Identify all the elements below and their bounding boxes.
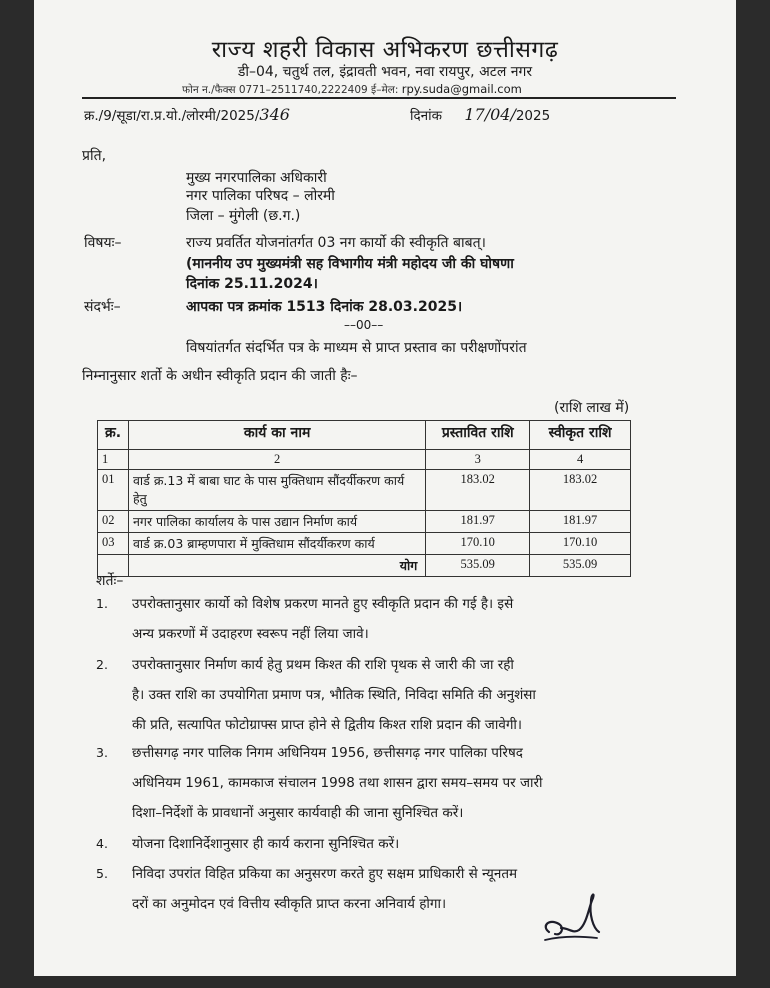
column-number: 2 [128, 450, 425, 470]
condition-line: दिशा–निर्देशों के प्रावधानों अनुसार कार्यवाही की जाना सुनिश्चित करें। [132, 805, 464, 821]
recipient-label: प्रति, [82, 148, 107, 164]
table-row [98, 511, 631, 533]
condition-line: दरों का अनुमोदन एवं वित्तीय स्वीकृति प्राप्त करना अनिवार्य होगा। [132, 896, 447, 912]
separator: ––00–– [344, 318, 384, 332]
body-text-line: निम्नानुसार शर्तो के अधीन स्वीकृति प्रदान की जाती हैः– [82, 368, 358, 384]
office-contact [182, 82, 522, 97]
total-proposed: 535.09 [426, 555, 530, 577]
column-number: 1 [98, 450, 129, 470]
table-header-row [98, 421, 631, 450]
reference-letter-label: संदर्भः– [84, 299, 121, 315]
works-table [97, 420, 631, 577]
work-name: वार्ड क्र.03 ब्राम्हणपारा में मुक्तिधाम सौंदर्यीकरण कार्य [128, 533, 425, 555]
contact-numbers: फोन न./फैक्स 0771–2511740,2222409 ई–मेल: [182, 84, 399, 96]
condition-line: है। उक्त राशि का उपयोगिता प्रमाण पत्र, भौतिक स्थिति, निविदा समिति की अनुशंसा [132, 687, 536, 703]
condition-line: उपरोक्तानुसार निर्माण कार्य हेतु प्रथम किश्त की राशि पृथक से जारी की जा रही [132, 657, 514, 673]
condition-item [132, 650, 536, 740]
serial-number: 03 [98, 533, 129, 555]
condition-line: छत्तीसगढ़ नगर पालिक निगम अधिनियम 1956, छत्तीसगढ़ नगर पालिका परिषद [132, 745, 523, 761]
date-handwritten: 17/04/ [464, 105, 516, 124]
condition-line: अधिनियम 1961, कामकाज संचालन 1998 तथा शासन द्वारा समय–समय पर जारी [132, 775, 543, 791]
office-title: राज्य शहरी विकास अभिकरण छत्तीसगढ़ [211, 37, 559, 63]
column-number: 3 [426, 450, 530, 470]
condition-item [132, 859, 517, 919]
recipient-line: नगर पालिका परिषद – लोरमी [186, 188, 335, 204]
column-header: प्रस्तावित राशि [426, 421, 530, 450]
reference-number [84, 105, 290, 124]
signature-mark [539, 888, 609, 948]
date-label: दिनांक [410, 108, 443, 124]
approved-amount: 170.10 [530, 533, 631, 555]
reference-handwritten-number: 346 [259, 105, 290, 124]
condition-item [132, 738, 543, 828]
proposed-amount: 170.10 [426, 533, 530, 555]
condition-line: उपरोक्तानुसार कार्यो को विशेष प्रकरण मानते हुए स्वीकृति प्रदान की गई है। इसे [132, 596, 514, 612]
condition-number: 1. [96, 596, 108, 611]
recipient-line: जिला – मुंगेली (छ.ग.) [186, 208, 301, 224]
condition-line: योजना दिशानिर्देशानुसार ही कार्य कराना सुनिश्चित करें। [132, 836, 400, 852]
table-row [98, 533, 631, 555]
subject-line: (माननीय उप मुख्यमंत्री सह विभागीय मंत्री महोदय जी की घोषणा [186, 256, 514, 272]
total-label: योग [128, 555, 425, 577]
reference-prefix: क्र./9/सूडा/रा.प्र.यो./लोरमी/2025/ [84, 108, 260, 124]
subject-line: दिनांक 25.11.2024। [186, 276, 318, 292]
serial-number: 01 [98, 470, 129, 511]
unit-note: (राशि लाख में) [554, 400, 630, 416]
approved-amount: 183.02 [530, 470, 631, 511]
proposed-amount: 183.02 [426, 470, 530, 511]
total-row [98, 555, 631, 577]
condition-item [132, 589, 513, 649]
condition-line: की प्रति, सत्यापित फोटोग्राफ्स प्राप्त होने से द्वितीय किश्त राशि प्रदान की जावेगी। [132, 717, 523, 733]
proposed-amount: 181.97 [426, 511, 530, 533]
approved-amount: 181.97 [530, 511, 631, 533]
column-number-row [98, 450, 631, 470]
conditions-label: शर्तेः– [96, 573, 124, 589]
document-page [34, 0, 736, 976]
recipient-line: मुख्य नगरपालिका अधिकारी [186, 170, 327, 186]
condition-line: अन्य प्रकरणों में उदाहरण स्वरूप नहीं लिया जावे। [132, 626, 369, 642]
subject-label: विषयः– [84, 235, 122, 251]
condition-item [132, 829, 399, 859]
column-header: क्र. [98, 421, 129, 450]
condition-number: 2. [96, 657, 108, 672]
date-year: 2025 [515, 108, 551, 124]
header-divider [82, 97, 676, 99]
column-number: 4 [530, 450, 631, 470]
column-header: स्वीकृत राशि [530, 421, 631, 450]
body-text-line: विषयांतर्गत संदर्भित पत्र के माध्यम से प्राप्त प्रस्ताव का परीक्षणोंपरांत [186, 340, 527, 356]
work-name: नगर पालिका कार्यालय के पास उद्यान निर्माण कार्य [128, 511, 425, 533]
serial-number: 02 [98, 511, 129, 533]
table-row [98, 470, 631, 511]
condition-number: 5. [96, 866, 108, 881]
column-header: कार्य का नाम [128, 421, 425, 450]
subject-line: राज्य प्रवर्तित योजनांतर्गत 03 नग कार्यो की स्वीकृति बाबत्। [186, 235, 486, 251]
condition-number: 3. [96, 745, 108, 760]
condition-number: 4. [96, 836, 108, 851]
contact-email: rpy.suda@gmail.com [401, 82, 522, 96]
reference-letter-text: आपका पत्र क्रमांक 1513 दिनांक 28.03.2025। [186, 299, 463, 315]
reference-date [410, 105, 550, 124]
condition-line: निविदा उपरांत विहित प्रकिया का अनुसरण करते हुए सक्षम प्राधिकारी से न्यूनतम [132, 866, 518, 882]
work-name: वार्ड क्र.13 में बाबा घाट के पास मुक्तिधाम सौंदर्यीकरण कार्य हेतु [128, 470, 425, 511]
total-approved: 535.09 [530, 555, 631, 577]
office-address: डी–04, चतुर्थ तल, इंद्रावती भवन, नवा रायपुर, अटल नगर [237, 64, 533, 80]
